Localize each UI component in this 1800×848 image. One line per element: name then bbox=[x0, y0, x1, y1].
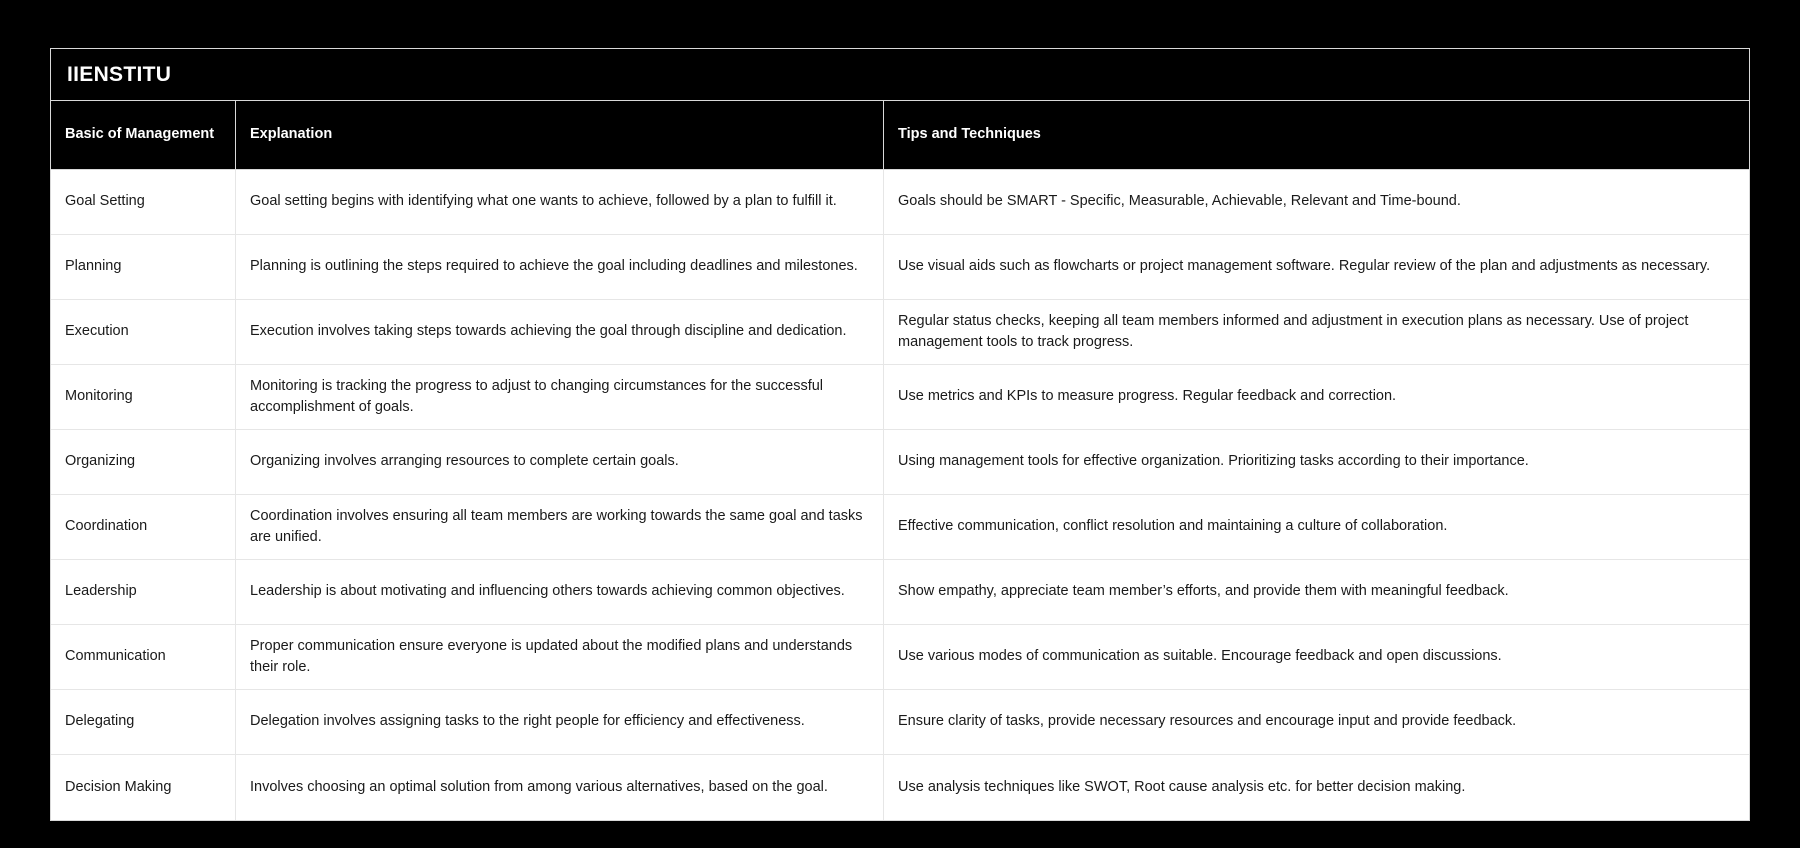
table-row bbox=[51, 300, 1749, 365]
cell-explanation bbox=[236, 755, 884, 820]
table-row bbox=[51, 235, 1749, 300]
cell-explanation-text: Execution involves taking steps towards achieving the goal through discipline and dedication. bbox=[250, 323, 847, 340]
cell-tips-and-techniques-text: Goals should be SMART - Specific, Measurable, Achievable, Relevant and Time-bound. bbox=[898, 193, 1461, 210]
cell-tips-and-techniques bbox=[884, 560, 1749, 624]
cell-explanation-text: Proper communication ensure everyone is updated about the modified plans and understands their role. bbox=[250, 637, 853, 675]
cell-tips-and-techniques bbox=[884, 755, 1749, 820]
cell-explanation bbox=[236, 690, 884, 754]
column-header-tips-and-techniques: Tips and Techniques bbox=[898, 126, 1041, 143]
table-row bbox=[51, 755, 1749, 820]
cell-tips-and-techniques bbox=[884, 300, 1749, 364]
table-row bbox=[51, 170, 1749, 235]
management-basics-table bbox=[50, 48, 1750, 821]
cell-explanation bbox=[236, 365, 884, 429]
cell-basic-of-management bbox=[51, 625, 236, 689]
cell-basic-of-management bbox=[51, 560, 236, 624]
cell-explanation-text: Leadership is about motivating and influencing others towards achieving common objectives. bbox=[250, 583, 845, 600]
cell-basic-of-management-text: Leadership bbox=[65, 583, 137, 600]
cell-explanation-text: Goal setting begins with identifying what one wants to achieve, followed by a plan to fulfill it. bbox=[250, 193, 837, 210]
cell-basic-of-management bbox=[51, 690, 236, 754]
table-row bbox=[51, 625, 1749, 690]
table-row bbox=[51, 690, 1749, 755]
cell-tips-and-techniques-text: Using management tools for effective organization. Prioritizing tasks according to their importance. bbox=[898, 453, 1529, 470]
cell-basic-of-management-text: Monitoring bbox=[65, 388, 133, 405]
cell-tips-and-techniques bbox=[884, 430, 1749, 494]
cell-basic-of-management-text: Goal Setting bbox=[65, 193, 145, 210]
cell-tips-and-techniques-text: Use various modes of communication as suitable. Encourage feedback and open discussions. bbox=[898, 648, 1502, 665]
cell-explanation bbox=[236, 495, 884, 559]
table-row bbox=[51, 495, 1749, 560]
cell-tips-and-techniques bbox=[884, 170, 1749, 234]
cell-basic-of-management-text: Decision Making bbox=[65, 778, 172, 795]
brand-title: IIENSTITU bbox=[67, 62, 172, 86]
table-row bbox=[51, 430, 1749, 495]
cell-explanation bbox=[236, 430, 884, 494]
cell-explanation bbox=[236, 300, 884, 364]
cell-explanation bbox=[236, 235, 884, 299]
table-row bbox=[51, 365, 1749, 430]
cell-explanation-text: Monitoring is tracking the progress to adjust to changing circumstances for the successful accomplishment of goals. bbox=[250, 377, 824, 415]
cell-basic-of-management-text: Execution bbox=[65, 323, 129, 340]
cell-tips-and-techniques-text: Effective communication, conflict resolution and maintaining a culture of collaboration. bbox=[898, 518, 1448, 535]
cell-basic-of-management-text: Organizing bbox=[65, 453, 136, 470]
cell-explanation-text: Planning is outlining the steps required to achieve the goal including deadlines and milestones. bbox=[250, 258, 858, 275]
cell-tips-and-techniques-text: Use visual aids such as flowcharts or project management software. Regular review of the plan and adjustments as necessary. bbox=[898, 258, 1711, 275]
cell-tips-and-techniques-text: Use metrics and KPIs to measure progress. Regular feedback and correction. bbox=[898, 388, 1397, 405]
cell-basic-of-management bbox=[51, 755, 236, 820]
cell-tips-and-techniques bbox=[884, 625, 1749, 689]
cell-explanation-text: Delegation involves assigning tasks to the right people for efficiency and effectiveness. bbox=[250, 713, 805, 730]
cell-basic-of-management bbox=[51, 495, 236, 559]
cell-tips-and-techniques bbox=[884, 235, 1749, 299]
cell-basic-of-management bbox=[51, 235, 236, 299]
cell-explanation bbox=[236, 170, 884, 234]
cell-tips-and-techniques-text: Ensure clarity of tasks, provide necessary resources and encourage input and provide feedback. bbox=[898, 713, 1517, 730]
cell-tips-and-techniques-text: Use analysis techniques like SWOT, Root cause analysis etc. for better decision making. bbox=[898, 778, 1466, 795]
cell-tips-and-techniques-text: Show empathy, appreciate team member’s efforts, and provide them with meaningful feedback. bbox=[898, 583, 1509, 600]
table-body bbox=[51, 170, 1749, 820]
column-header-basic-of-management: Basic of Management bbox=[51, 101, 236, 169]
cell-basic-of-management bbox=[51, 170, 236, 234]
table-row bbox=[51, 560, 1749, 625]
cell-tips-and-techniques bbox=[884, 495, 1749, 559]
column-header-explanation: Explanation bbox=[236, 101, 884, 169]
cell-basic-of-management-text: Delegating bbox=[65, 713, 135, 730]
cell-basic-of-management-text: Coordination bbox=[65, 518, 148, 535]
cell-tips-and-techniques bbox=[884, 690, 1749, 754]
cell-basic-of-management-text: Communication bbox=[65, 648, 166, 665]
cell-tips-and-techniques-text: Regular status checks, keeping all team members informed and adjustment in execution plans as necessary. Use of project management tools to track progress. bbox=[898, 312, 1689, 350]
table-header-row bbox=[51, 101, 1749, 170]
cell-explanation-text: Organizing involves arranging resources to complete certain goals. bbox=[250, 453, 679, 470]
cell-basic-of-management-text: Planning bbox=[65, 258, 122, 275]
cell-tips-and-techniques bbox=[884, 365, 1749, 429]
cell-explanation-text: Involves choosing an optimal solution from among various alternatives, based on the goal. bbox=[250, 778, 828, 795]
cell-explanation bbox=[236, 625, 884, 689]
cell-basic-of-management bbox=[51, 430, 236, 494]
cell-explanation-text: Coordination involves ensuring all team members are working towards the same goal and tasks are unified. bbox=[250, 507, 863, 545]
cell-basic-of-management bbox=[51, 365, 236, 429]
cell-explanation bbox=[236, 560, 884, 624]
cell-basic-of-management bbox=[51, 300, 236, 364]
brand-bar bbox=[51, 49, 1749, 101]
